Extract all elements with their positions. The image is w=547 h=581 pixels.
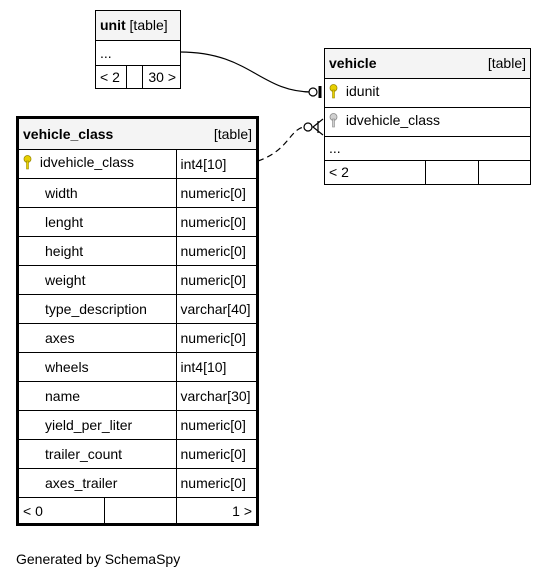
footer-spacer (425, 160, 478, 184)
column-type: numeric[0] (176, 440, 256, 469)
primary-key-icon (23, 155, 32, 173)
column-name: wheels (19, 353, 176, 382)
vehicle-class-table[interactable] (16, 116, 259, 526)
column-name: type_description (19, 294, 176, 323)
column-row[interactable] (19, 353, 256, 382)
column-name: trailer_count (19, 440, 176, 469)
column-row[interactable] (19, 294, 256, 323)
unit-table[interactable] (95, 10, 181, 89)
table-header (325, 49, 530, 78)
column-row[interactable] (19, 382, 256, 411)
table-type: [table] (487, 55, 526, 72)
column-row[interactable] (19, 149, 256, 178)
parent-count: < 0 (19, 498, 104, 523)
column-type: numeric[0] (176, 265, 256, 294)
child-count: 30 > (142, 65, 180, 88)
column-name: lenght (19, 207, 176, 236)
footer-spacer (126, 65, 142, 88)
column-name: weight (19, 265, 176, 294)
footer-spacer (478, 160, 530, 184)
column-row[interactable] (19, 469, 256, 498)
table-name: vehicle_class (23, 125, 114, 142)
column-type: int4[10] (176, 149, 256, 178)
parent-count: < 2 (325, 160, 425, 184)
column-type: numeric[0] (176, 469, 256, 498)
table-header (96, 11, 180, 40)
column-type: int4[10] (176, 353, 256, 382)
primary-key-icon (329, 84, 338, 102)
parent-count: < 2 (96, 65, 126, 88)
column-type: numeric[0] (176, 178, 256, 207)
zero-cardinality-marker (309, 88, 317, 96)
table-type: [table] (129, 17, 168, 34)
vehicle-table[interactable] (324, 48, 531, 185)
column-row[interactable] (325, 78, 530, 107)
column-row[interactable] (325, 107, 530, 136)
column-name: axes_trailer (19, 469, 176, 498)
column-name: width (19, 178, 176, 207)
generated-by-text: Generated by SchemaSpy (16, 551, 181, 567)
table-name: unit (100, 17, 126, 34)
column-row[interactable] (19, 207, 256, 236)
column-name-cell (19, 149, 176, 178)
columns-ellipsis: ... (325, 136, 530, 160)
column-type: numeric[0] (176, 323, 256, 352)
column-name: idvehicle_class (345, 112, 441, 129)
column-name: idvehicle_class (39, 154, 135, 171)
column-name: name (19, 382, 176, 411)
table-type: [table] (213, 125, 252, 142)
column-row[interactable] (19, 236, 256, 265)
column-row[interactable] (19, 411, 256, 440)
foreign-key-icon (329, 113, 338, 131)
column-type: numeric[0] (176, 207, 256, 236)
column-type: numeric[0] (176, 236, 256, 265)
column-name: idunit (345, 83, 380, 100)
child-count: 1 > (176, 498, 256, 523)
column-type: numeric[0] (176, 411, 256, 440)
footer-spacer (104, 498, 176, 523)
column-name: yield_per_liter (19, 411, 176, 440)
unit-vehicle-relationship (180, 52, 312, 92)
column-row[interactable] (19, 323, 256, 352)
columns-ellipsis: ... (96, 40, 180, 65)
table-name: vehicle (329, 55, 377, 72)
column-name: axes (19, 323, 176, 352)
column-name: height (19, 236, 176, 265)
column-row[interactable] (19, 440, 256, 469)
table-header (19, 119, 256, 149)
column-row[interactable] (19, 265, 256, 294)
column-row[interactable] (19, 178, 256, 207)
vehicle-class-vehicle-relationship (258, 127, 306, 161)
column-type: varchar[40] (176, 294, 256, 323)
zero-cardinality-marker (304, 123, 312, 131)
column-type: varchar[30] (176, 382, 256, 411)
